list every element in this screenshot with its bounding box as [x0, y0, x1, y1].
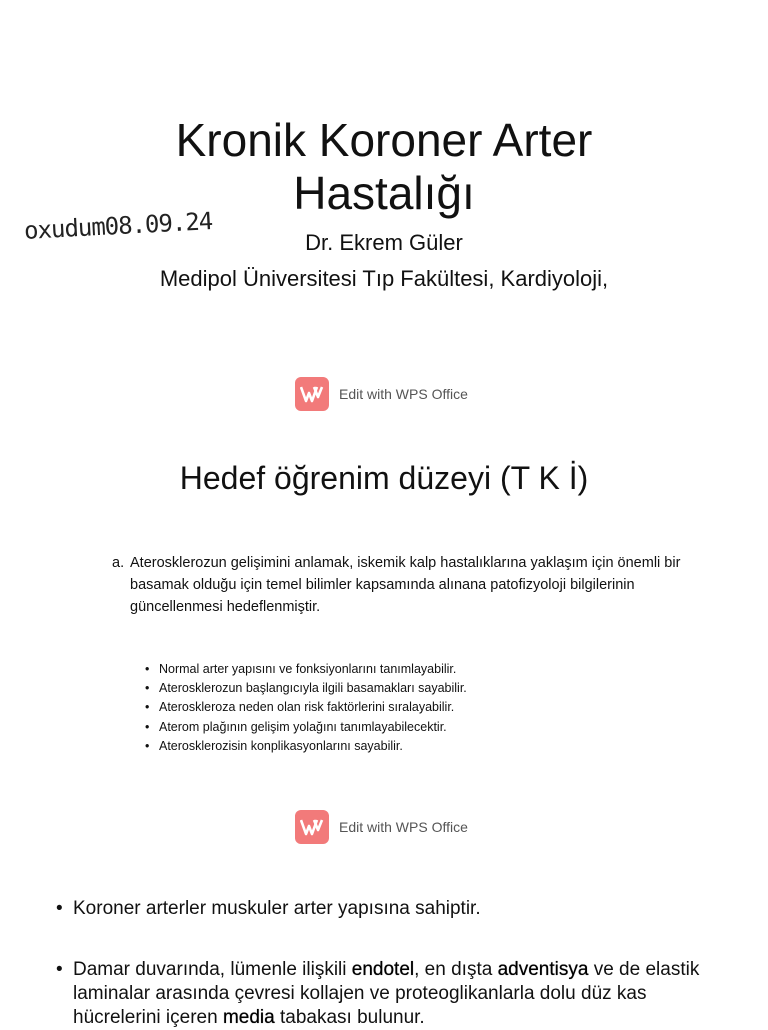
coronary-bullet-2: • Damar duvarında, lümenle ilişkili endotel, en dışta adventisya ve de elastik laminalar arasında çevresi kollajen ve proteoglikanlarla dolu düz kas hücrelerini içeren media tabakası bulunur. [56, 958, 736, 1030]
bullet-text: Koroner arterler muskuler arter yapısına sahiptir. [73, 898, 481, 919]
term-endotel: endotel [351, 959, 415, 980]
title-line-1: Kronik Koroner Arter [175, 114, 593, 166]
list-item: • Aterom plağının gelişim yolağını tanımlayabilecektir. [145, 719, 447, 734]
wps-logo-icon [295, 810, 329, 844]
title-line-2: Hastalığı [293, 167, 475, 219]
term-media: media [222, 1007, 275, 1028]
wps-watermark[interactable] [295, 377, 468, 411]
wps-watermark-text: Edit with WPS Office [339, 386, 468, 402]
term-adventisya: adventisya [497, 959, 589, 980]
objective-letter: a. [112, 555, 125, 571]
objective-bullet-list [145, 660, 467, 756]
wps-watermark[interactable] [295, 810, 468, 844]
coronary-bullet-1: • Koroner arterler muskuler arter yapısına sahiptir. [56, 898, 481, 919]
objective-item [112, 552, 712, 618]
objective-text: Aterosklerozun gelişimini anlamak, iskemik kalp hastalıklarına yaklaşım için önemli bir basamak olduğu için temel bilimler kapsamında alınana patofizyoloji bilgilerinin güncellenmesi hedeflenmiştir. [130, 555, 681, 615]
learning-level-heading: Hedef öğrenim düzeyi (T K İ) [179, 460, 589, 496]
list-item: • Normal arter yapısını ve fonksiyonlarını tanımlayabilir. [145, 662, 457, 676]
list-item: • Aterosklerozisin konplikasyonlarını sayabilir. [145, 738, 403, 753]
list-item: • Aterosklerozun başlangıcıyla ilgili basamakları sayabilir. [145, 681, 467, 696]
list-item: • Ateroskleroza neden olan risk faktörlerini sıralayabilir. [145, 700, 455, 715]
wps-watermark-text: Edit with WPS Office [339, 819, 468, 835]
author-affiliation: Medipol Üniversitesi Tıp Fakültesi, Kardiyoloji, [159, 266, 609, 291]
author-name: Dr. Ekrem Güler [305, 230, 463, 255]
handwritten-note: oxudum08.09.24 [23, 207, 213, 245]
wps-logo-icon [295, 377, 329, 411]
slide-title [0, 114, 768, 220]
bullet-text: Damar duvarında, lümenle ilişkili endotel, en dışta adventisya ve de elastik laminalar arasında çevresi kollajen ve proteoglikanlarla dolu düz kas hücrelerini içeren media tabakası bulunur. [73, 959, 700, 1028]
